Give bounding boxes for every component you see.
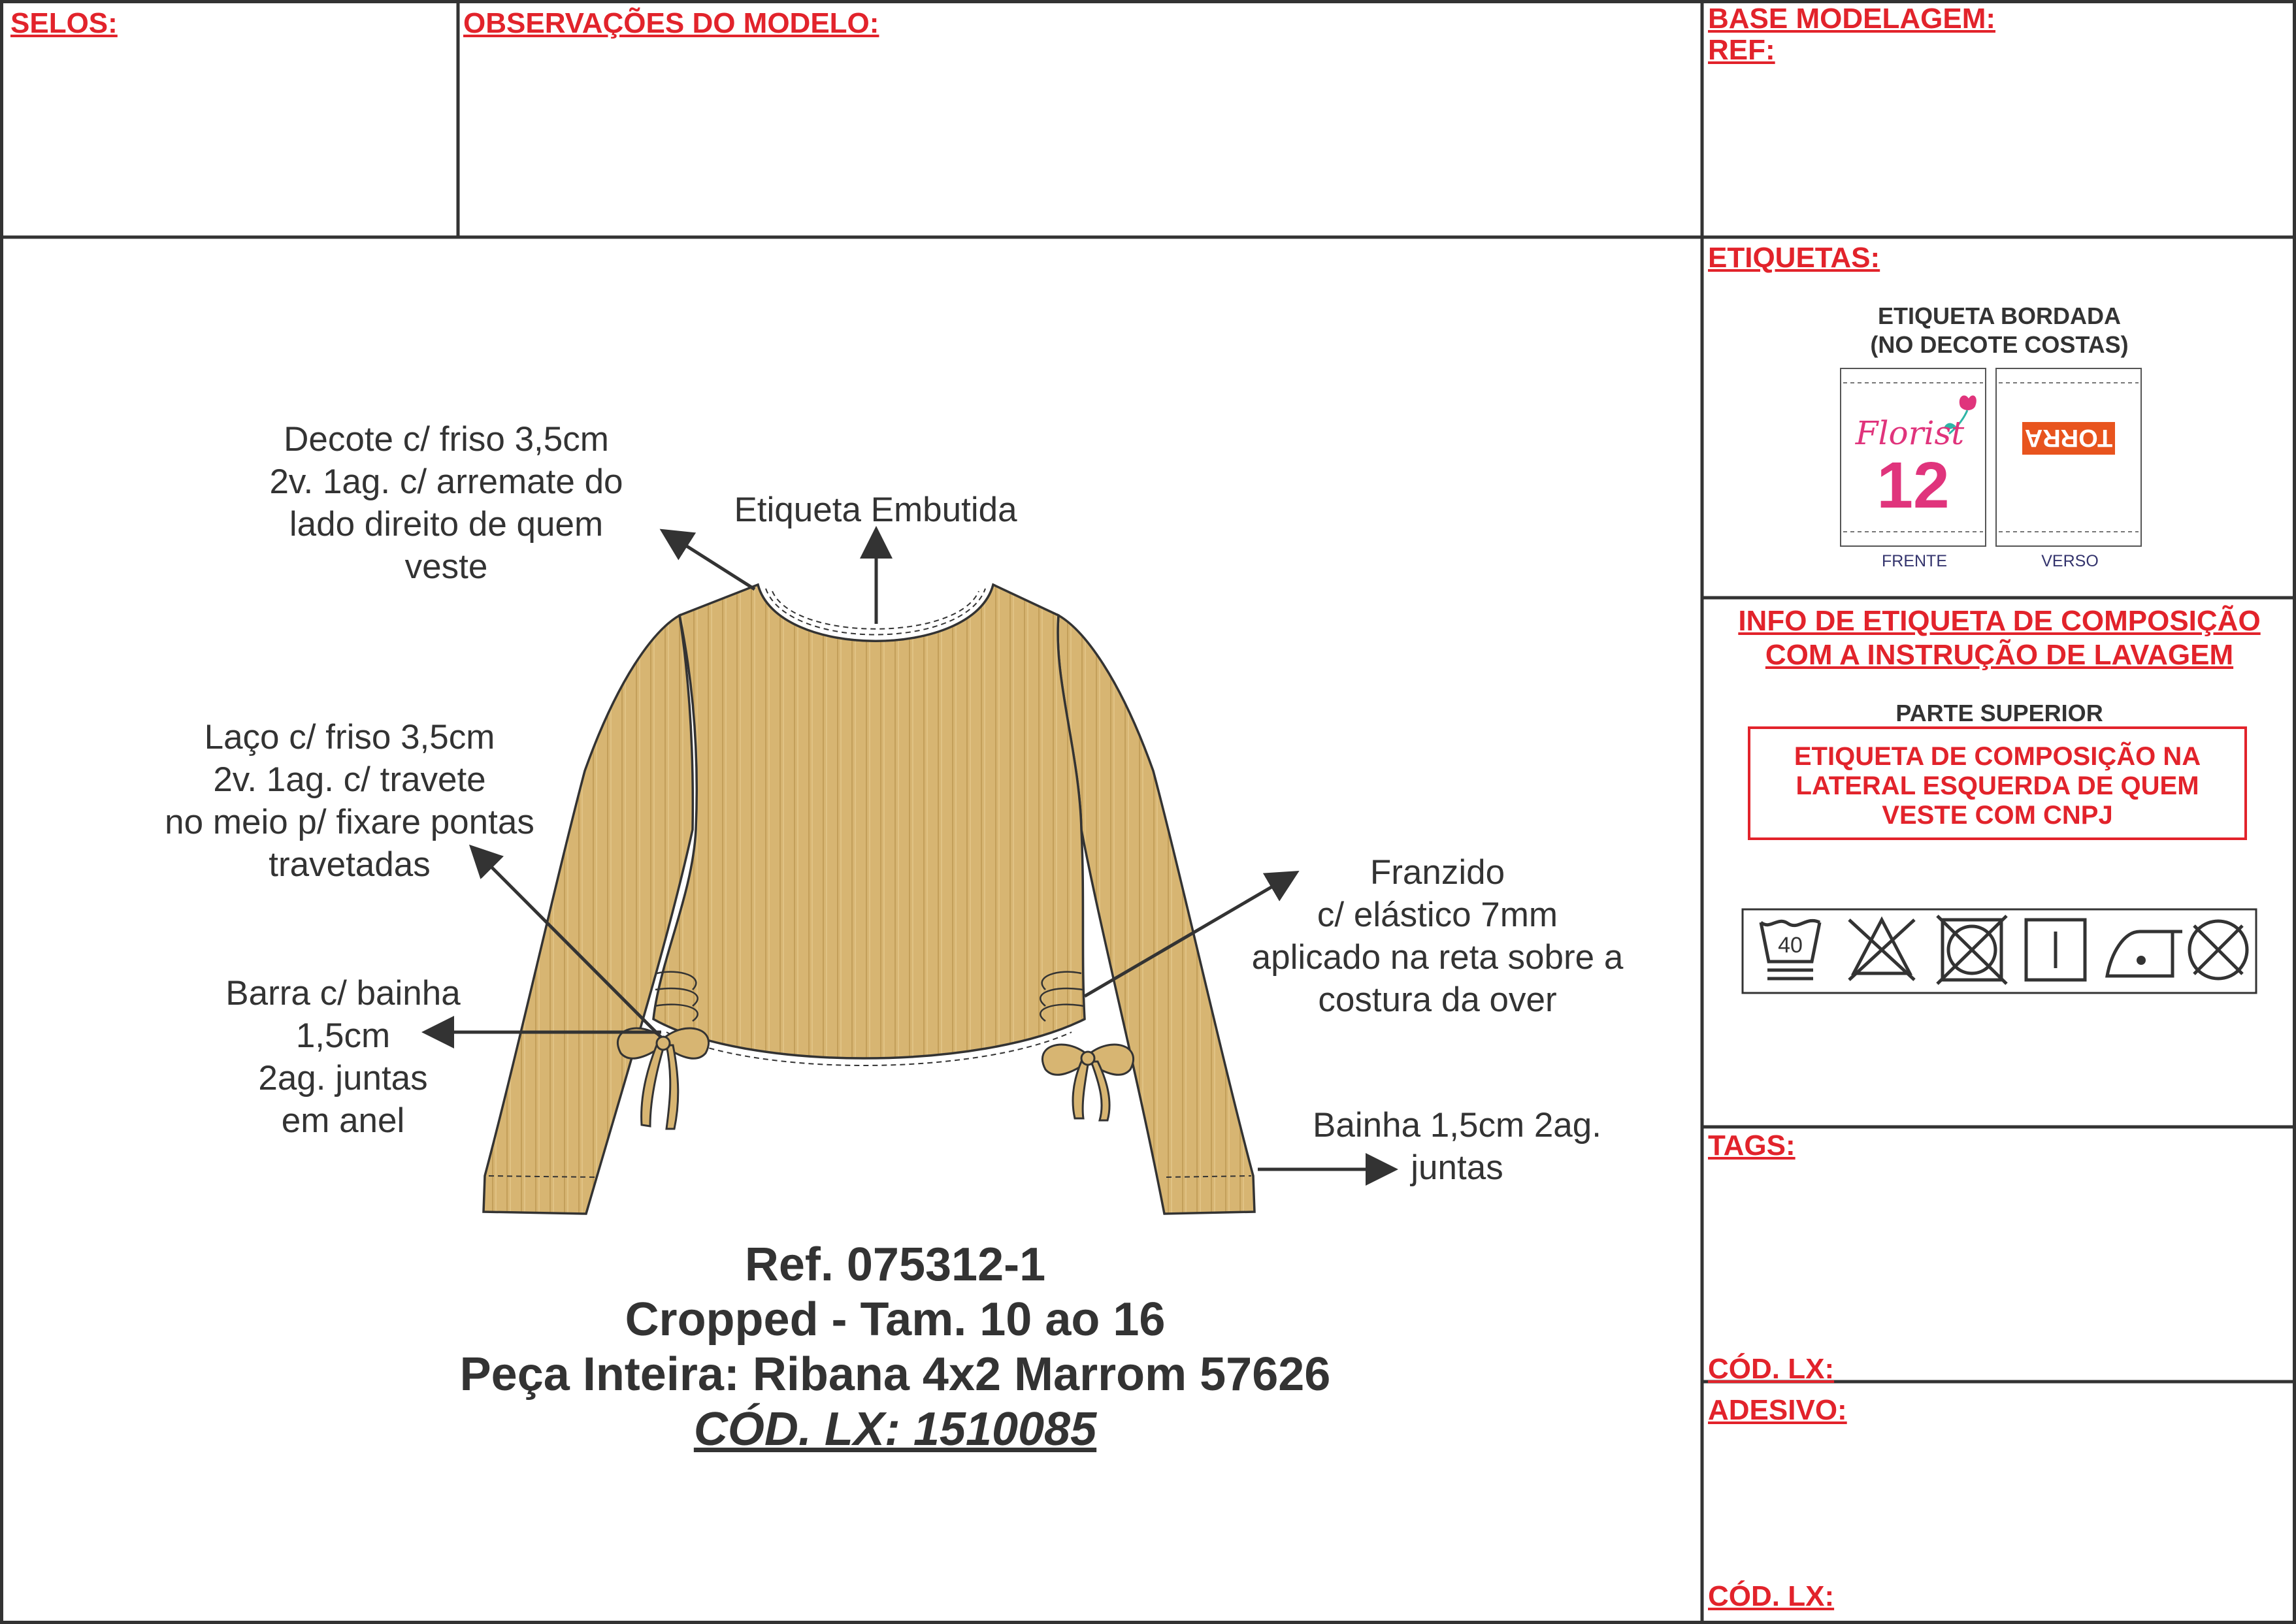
body — [653, 585, 1085, 1058]
fabric-title: Peça Inteira: Ribana 4x2 Marrom 57626 — [459, 1348, 1331, 1401]
right-bow — [1042, 1045, 1133, 1120]
observacoes-label: OBSERVAÇÕES DO MODELO: — [463, 7, 879, 39]
left-bow — [617, 1028, 708, 1129]
wash-temperature-text: 40 — [1778, 933, 1803, 958]
adesivo-code-label: CÓD. LX: — [1708, 1580, 1835, 1612]
florist-brand-text: Florist — [1855, 414, 1965, 452]
back-caption: VERSO — [2041, 552, 2099, 570]
size-number-text: 12 — [1877, 449, 1950, 522]
selos-label: SELOS: — [10, 7, 118, 39]
bainha-annotation: Bainha 1,5cm 2ag. juntas — [1313, 1106, 1601, 1187]
tags-heading: TAGS: — [1708, 1129, 1796, 1161]
barra-annotation: Barra c/ bainha 1,5cm 2ag. juntas em anel — [225, 974, 461, 1140]
base-modelagem-label: BASE MODELAGEM: — [1708, 3, 1995, 35]
ref-title: Ref. 075312-1 — [744, 1239, 1046, 1291]
bordada-title: ETIQUETA BORDADA (NO DECOTE COSTAS) — [1870, 302, 2129, 358]
laco-annotation: Laço c/ friso 3,5cm 2v. 1ag. c/ travete no meio p/ fixare pontas travetadas — [165, 718, 534, 884]
etiquetas-heading: ETIQUETAS: — [1708, 242, 1880, 274]
etiqueta-embutida-annotation: Etiqueta Embutida — [734, 491, 1017, 529]
model-title: Cropped - Tam. 10 ao 16 — [625, 1293, 1166, 1346]
decote-arrow — [665, 532, 755, 589]
composition-box: ETIQUETA DE COMPOSIÇÃO NA LATERAL ESQUERDA DE QUEM VESTE COM CNPJ — [1748, 726, 2247, 840]
front-caption: FRENTE — [1882, 552, 1947, 570]
decote-annotation: Decote c/ friso 3,5cm 2v. 1ag. c/ arremate do lado direito de quem veste — [269, 420, 623, 586]
franzido-annotation: Franzido c/ elástico 7mm aplicado na reta sobre a costura da over — [1251, 853, 1624, 1019]
tags-code-label: CÓD. LX: — [1708, 1353, 1835, 1385]
ref-label: REF: — [1708, 34, 1775, 66]
composition-heading: INFO DE ETIQUETA DE COMPOSIÇÃO COM A INSTRUÇÃO DE LAVAGEM — [1738, 605, 2261, 671]
care-symbols-strip — [1741, 908, 2257, 994]
adesivo-heading: ADESIVO: — [1708, 1394, 1847, 1426]
torra-brand-text: TORRA — [2024, 424, 2113, 451]
part-label: PARTE SUPERIOR — [1895, 700, 2103, 726]
title-block — [327, 1237, 1464, 1457]
left-sleeve — [484, 615, 693, 1214]
no-tumble-dry-icon — [1937, 916, 2007, 984]
code-title: CÓD. LX: 1510085 — [693, 1403, 1097, 1455]
label-front — [1839, 367, 1990, 550]
label-back — [1995, 367, 2145, 550]
